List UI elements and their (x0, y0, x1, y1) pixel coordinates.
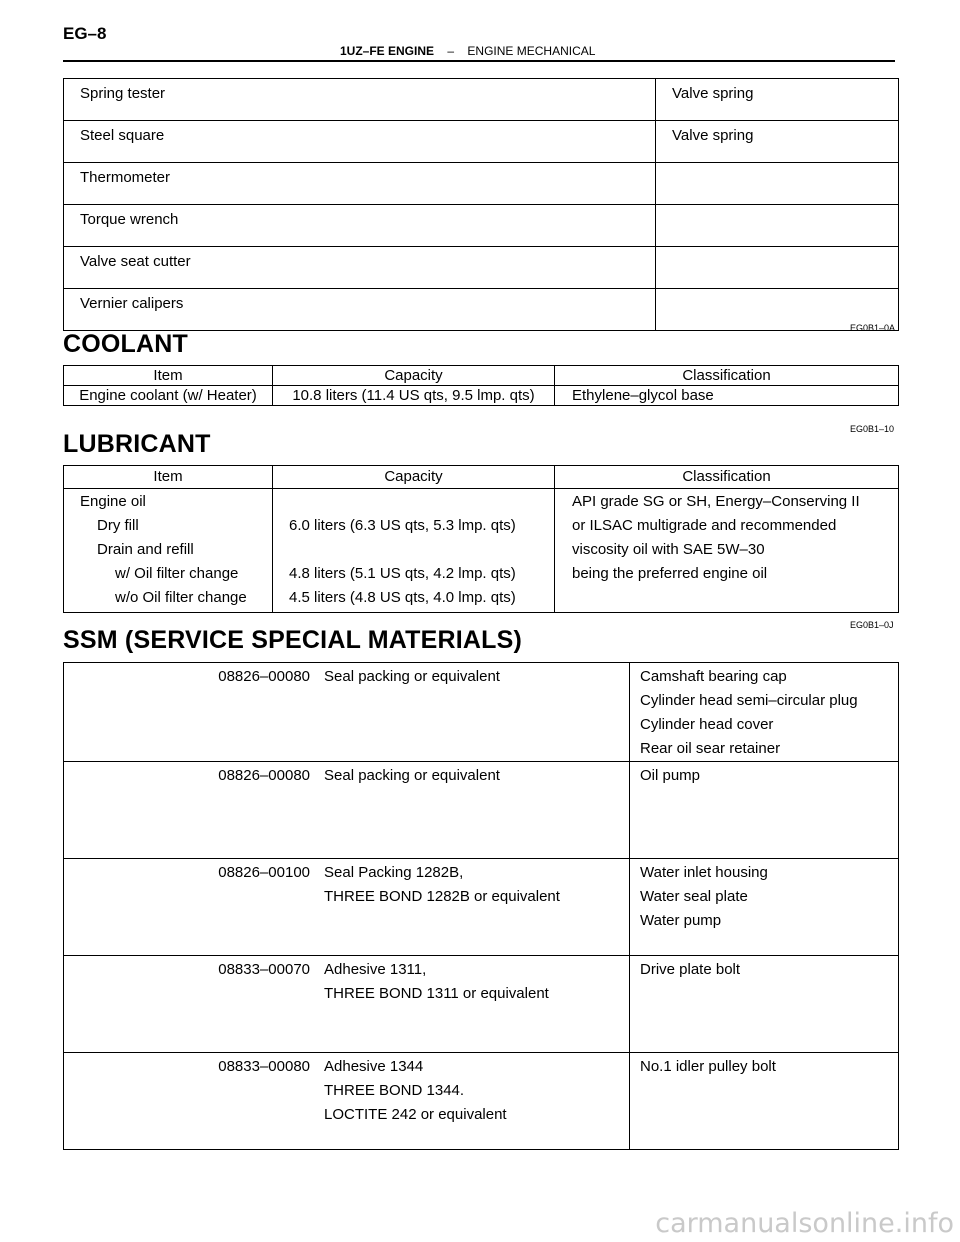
lubricant-classification: API grade SG or SH, Energy–Conserving II (572, 493, 860, 510)
ssm-table (63, 662, 899, 1150)
table-row (64, 289, 899, 331)
ssm-material-cell (64, 663, 630, 762)
tool-use (656, 247, 899, 289)
lubricant-item: Dry fill (97, 517, 139, 534)
table-row (64, 956, 899, 1053)
ssm-use: Water pump (640, 912, 722, 929)
ssm-part-number: 08826–00080 (218, 767, 310, 784)
ssm-use: Oil pump (640, 767, 701, 784)
ssm-material: LOCTITE 242 or equivalent (324, 1106, 507, 1123)
tool-name: Torque wrench (64, 205, 656, 247)
table-row (64, 386, 899, 406)
ssm-code: EG0B1–0J (850, 620, 894, 630)
header-engine: 1UZ–FE ENGINE (340, 44, 435, 58)
column-header: Classification (555, 366, 899, 386)
table-row (64, 247, 899, 289)
lubricant-classification: viscosity oil with SAE 5W–30 (572, 541, 765, 558)
ssm-use: No.1 idler pulley bolt (640, 1058, 776, 1075)
ssm-use-cell (630, 762, 899, 859)
lubricant-table (63, 465, 899, 613)
table-row (64, 1053, 899, 1150)
ssm-material: THREE BOND 1282B or equivalent (324, 888, 560, 905)
lubricant-item-cell (64, 489, 273, 613)
ssm-use: Rear oil sear retainer (640, 740, 781, 757)
page-id: EG–8 (63, 24, 107, 43)
table-row (64, 79, 899, 121)
table-row (64, 489, 899, 613)
table-header-row (64, 466, 899, 489)
ssm-material: Adhesive 1311, (324, 961, 427, 978)
coolant-code: EG0B1–0A (850, 323, 896, 333)
tool-use (656, 205, 899, 247)
ssm-use-cell (630, 1053, 899, 1150)
coolant-classification: Ethylene–glycol base (555, 386, 899, 406)
lubricant-classification: being the preferred engine oil (572, 565, 768, 582)
table-row (64, 121, 899, 163)
tool-use (656, 163, 899, 205)
table-header-row (64, 366, 899, 386)
ssm-use-cell (630, 859, 899, 956)
ssm-material: Seal packing or equivalent (324, 668, 500, 685)
tool-name: Thermometer (64, 163, 656, 205)
coolant-item: Engine coolant (w/ Heater) (64, 386, 273, 406)
ssm-part-number: 08826–00080 (218, 668, 310, 685)
ssm-material-cell (64, 1053, 630, 1150)
tool-name: Vernier calipers (64, 289, 656, 331)
lubricant-item: w/ Oil filter change (115, 565, 239, 582)
lubricant-capacity: 4.5 liters (4.8 US qts, 4.0 lmp. qts) (289, 589, 516, 606)
lubricant-capacity-cell (273, 489, 555, 613)
header-separator: – (447, 44, 455, 58)
column-header: Capacity (273, 466, 555, 489)
ssm-material: Adhesive 1344 (324, 1058, 424, 1075)
lubricant-capacity: 6.0 liters (6.3 US qts, 5.3 lmp. qts) (289, 517, 516, 534)
tool-use: Valve spring (656, 79, 899, 121)
tool-name: Valve seat cutter (64, 247, 656, 289)
lubricant-title: LUBRICANT (63, 430, 211, 458)
tool-name: Steel square (64, 121, 656, 163)
ssm-use: Water seal plate (640, 888, 748, 905)
table-row (64, 859, 899, 956)
header-title (340, 44, 595, 58)
ssm-use: Cylinder head cover (640, 716, 774, 733)
coolant-table (63, 365, 899, 406)
coolant-title: COOLANT (63, 330, 188, 358)
table-row (64, 163, 899, 205)
tool-use: Valve spring (656, 121, 899, 163)
lubricant-item: w/o Oil filter change (115, 589, 247, 606)
watermark: carmanualsonline.info (655, 1208, 954, 1239)
lubricant-item: Drain and refill (97, 541, 194, 558)
lubricant-classification-cell (555, 489, 899, 613)
column-header: Item (64, 466, 273, 489)
ssm-use: Cylinder head semi–circular plug (640, 692, 858, 709)
ssm-use-cell (630, 663, 899, 762)
ssm-part-number: 08826–00100 (218, 864, 310, 881)
table-row (64, 205, 899, 247)
tool-name: Spring tester (64, 79, 656, 121)
ssm-use-cell (630, 956, 899, 1053)
header-rule (63, 60, 895, 62)
column-header: Classification (555, 466, 899, 489)
lubricant-item: Engine oil (80, 493, 146, 510)
table-row (64, 663, 899, 762)
ssm-use: Drive plate bolt (640, 961, 741, 978)
ssm-material: Seal Packing 1282B, (324, 864, 464, 881)
ssm-material-cell (64, 859, 630, 956)
column-header: Capacity (273, 366, 555, 386)
tools-table (63, 78, 899, 331)
ssm-use: Camshaft bearing cap (640, 668, 787, 685)
coolant-capacity: 10.8 liters (11.4 US qts, 9.5 lmp. qts) (273, 386, 555, 406)
ssm-part-number: 08833–00070 (218, 961, 310, 978)
lubricant-capacity: 4.8 liters (5.1 US qts, 4.2 lmp. qts) (289, 565, 516, 582)
ssm-material: THREE BOND 1311 or equivalent (324, 985, 549, 1002)
ssm-title: SSM (SERVICE SPECIAL MATERIALS) (63, 626, 523, 654)
ssm-material: Seal packing or equivalent (324, 767, 500, 784)
lubricant-code: EG0B1–10 (850, 424, 895, 434)
ssm-use: Water inlet housing (640, 864, 768, 881)
header-section: ENGINE MECHANICAL (467, 44, 596, 58)
table-row (64, 762, 899, 859)
ssm-material-cell (64, 762, 630, 859)
ssm-material: THREE BOND 1344. (324, 1082, 465, 1099)
ssm-part-number: 08833–00080 (218, 1058, 310, 1075)
ssm-material-cell (64, 956, 630, 1053)
column-header: Item (64, 366, 273, 386)
lubricant-classification: or ILSAC multigrade and recommended (572, 517, 837, 534)
